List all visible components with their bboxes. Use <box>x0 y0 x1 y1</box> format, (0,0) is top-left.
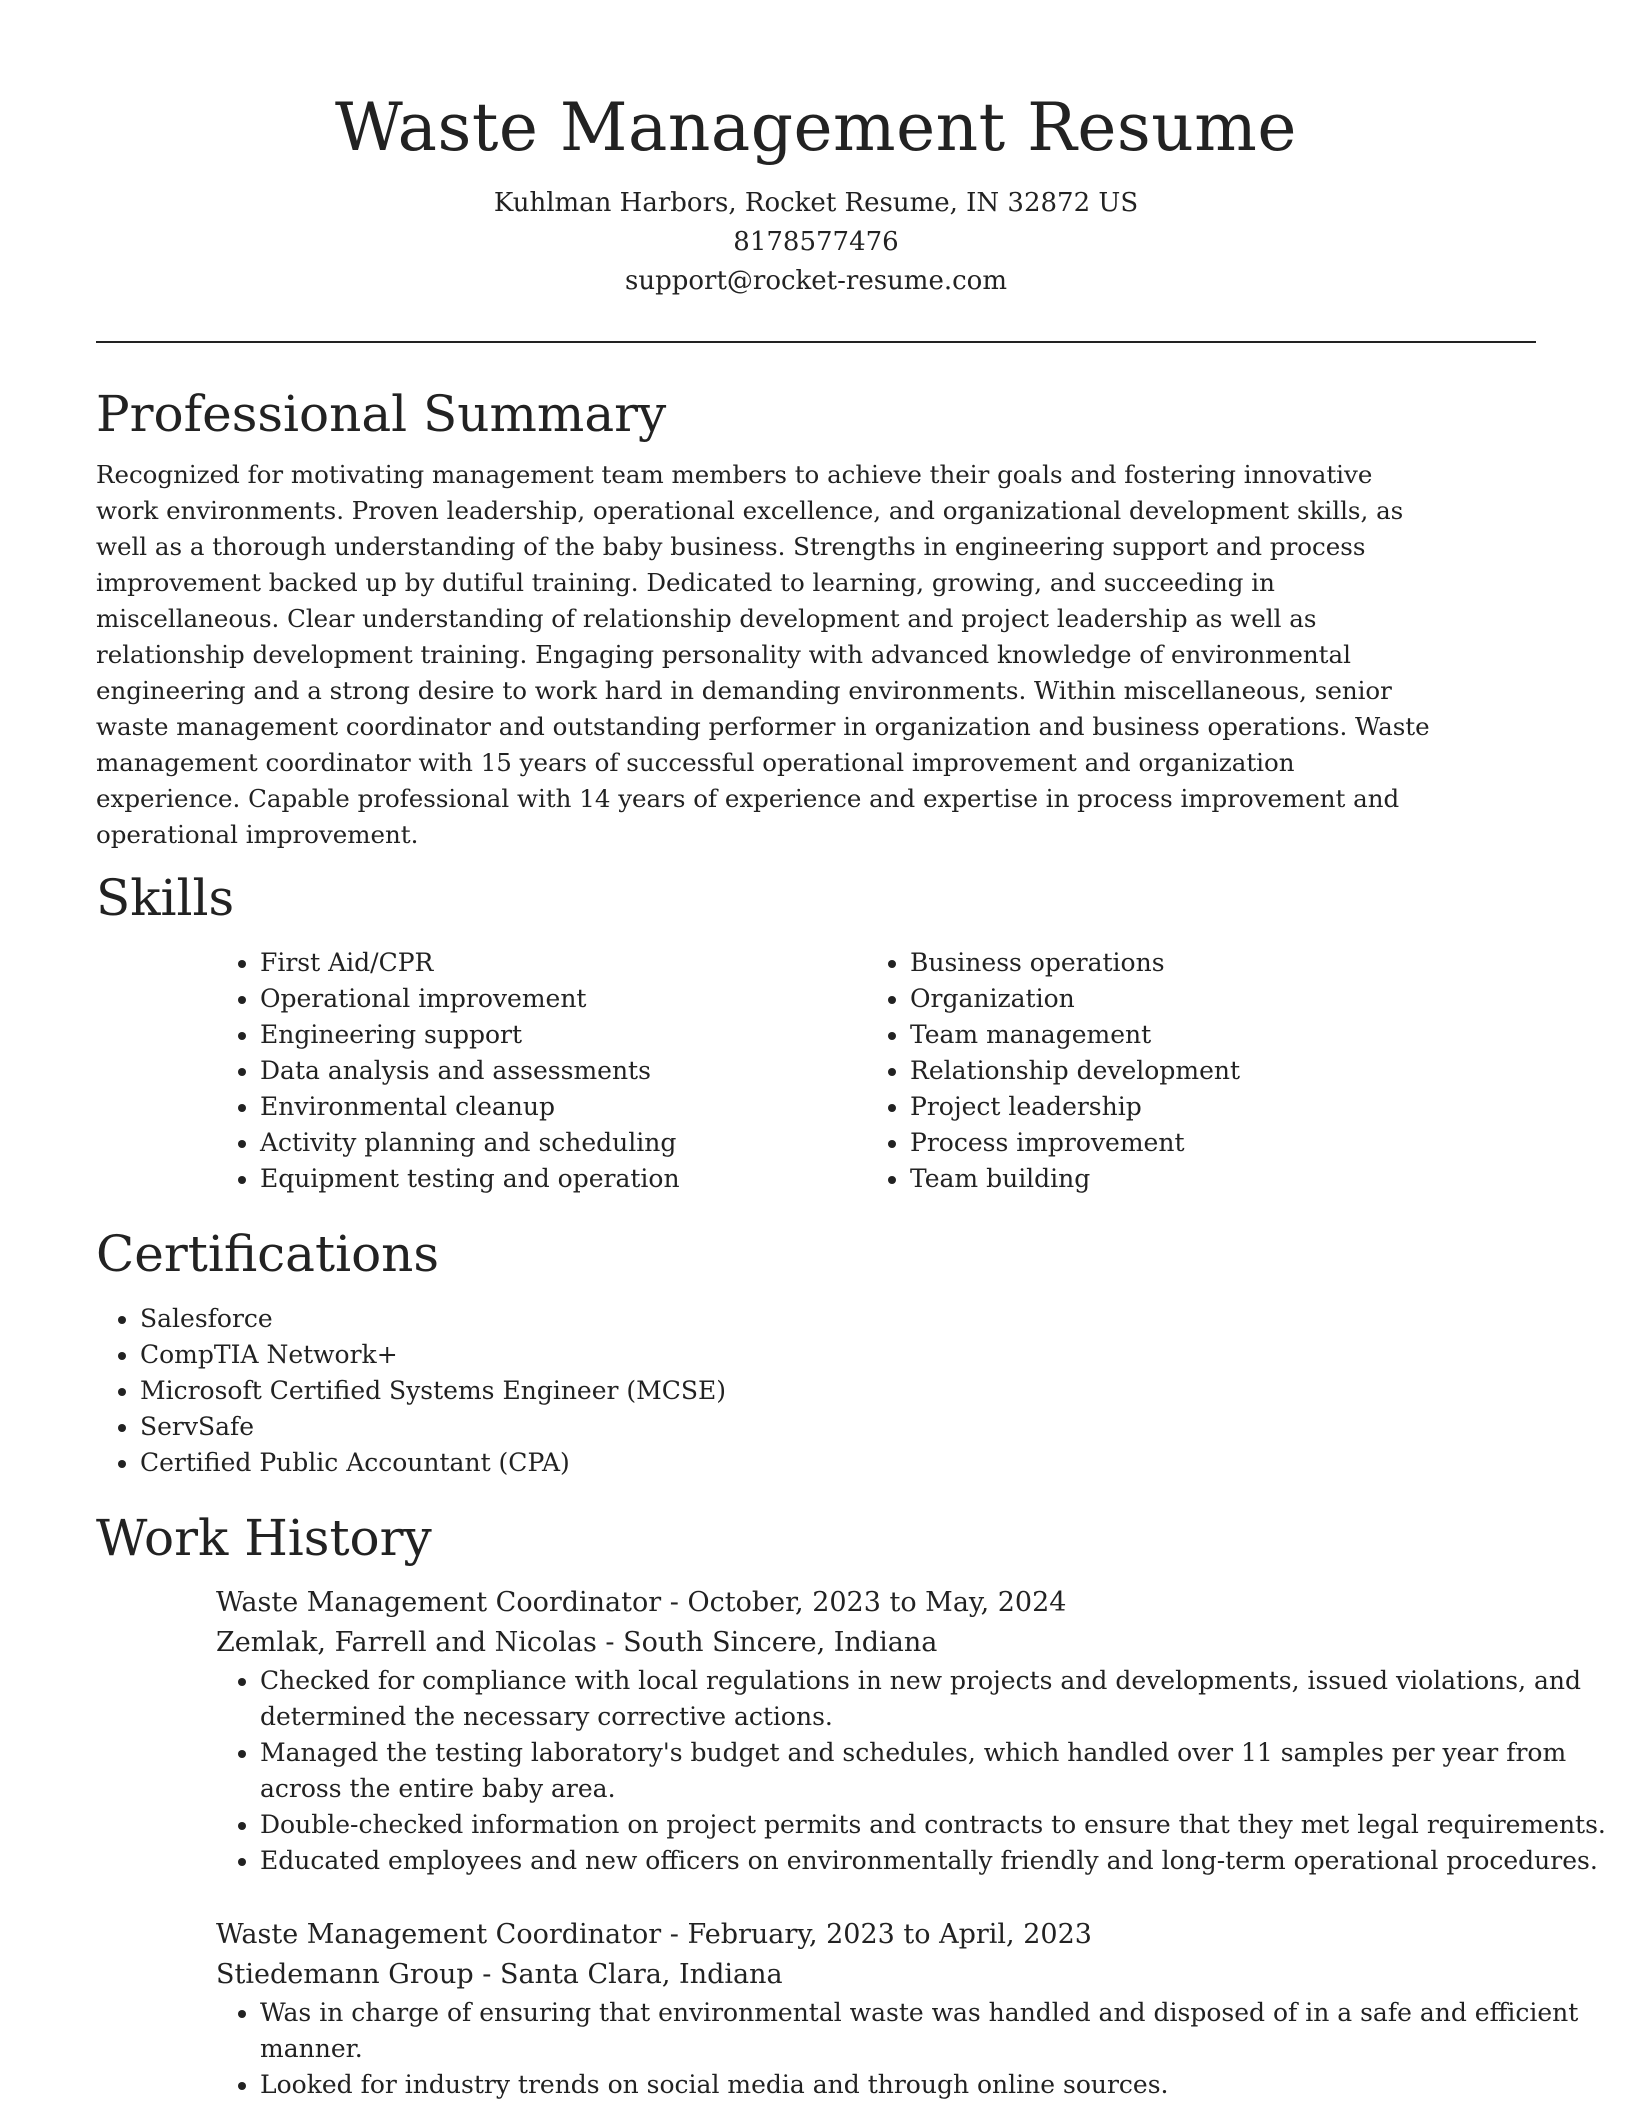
job-dates: - February, 2023 to April, 2023 <box>661 1919 1092 1950</box>
job-company-line <box>216 1623 1536 1663</box>
skill-item: • Team building <box>910 1161 1516 1197</box>
certification-item: • Salesforce <box>140 1301 1536 1337</box>
job-bullets <box>216 1995 1632 2103</box>
summary-text: Recognized for motivating management team members to achieve their goals and fostering innovative work environments. Proven leadership, operational excellence, and organizational development skills, as well as a thorough understanding of the baby business. Strengths in engineering support and process improvement backed up by dutiful training. Dedicated to learning, growing, and succeeding in miscellaneous. Clear understanding of relationship development and project leadership as well as relationship development training. Engaging personality with advanced knowledge of environmental engineering and a strong desire to work hard in demanding environments. Within miscellaneous, senior waste management coordinator and outstanding performer in organization and business operations. Waste management coordinator with 15 years of successful operational improvement and organization experience. Capable professional with 14 years of experience and expertise in process improvement and operational improvement. <box>96 460 1430 849</box>
skill-item: • Environmental cleanup <box>260 1089 866 1125</box>
header-divider <box>96 341 1536 343</box>
contact-block <box>96 184 1536 301</box>
job-title-line <box>216 1583 1536 1623</box>
skill-item: • First Aid/CPR <box>260 945 866 981</box>
skill-item: • Operational improvement <box>260 981 866 1017</box>
job-bullet: • Checked for compliance with local regulations in new projects and developments, issued violations, and determined the necessary corrective actions. <box>260 1663 1632 1735</box>
job-dates: - October, 2023 to May, 2024 <box>661 1587 1067 1618</box>
job-title: Waste Management Coordinator <box>216 1919 662 1950</box>
job-company: Zemlak, Farrell and Nicolas <box>216 1627 597 1658</box>
job-bullets <box>216 1663 1632 1879</box>
certification-item: • Certified Public Accountant (CPA) <box>140 1445 1536 1481</box>
resume-title: Waste Management Resume <box>335 89 1297 166</box>
job-entry <box>216 1583 1606 1879</box>
contact-phone: 8178577476 <box>733 227 899 257</box>
summary-heading: Professional Summary <box>96 385 667 443</box>
job-location: - South Sincere, Indiana <box>596 1627 938 1658</box>
skills-heading: Skills <box>96 869 235 927</box>
skill-item: • Organization <box>910 981 1516 1017</box>
certifications-section <box>96 1219 1536 1481</box>
skills-column-right <box>866 945 1516 1197</box>
job-title-line <box>216 1915 1536 1955</box>
skill-item: • Equipment testing and operation <box>260 1161 866 1197</box>
certifications-heading: Certifications <box>96 1225 440 1283</box>
job-bullet: • Double-checked information on project permits and contracts to ensure that they met legal requirements. <box>260 1807 1632 1843</box>
job-title: Waste Management Coordinator <box>216 1587 662 1618</box>
job-bullet: • Was in charge of ensuring that environmental waste was handled and disposed of in a safe and efficient manner. <box>260 1995 1632 2067</box>
job-company-line <box>216 1955 1536 1995</box>
resume-page <box>96 0 1606 2103</box>
job-bullet: • Managed the testing laboratory's budget and schedules, which handled over 11 samples per year from across the entire baby area. <box>260 1735 1632 1807</box>
skill-item: • Business operations <box>910 945 1516 981</box>
skill-item: • Process improvement <box>910 1125 1516 1161</box>
skills-columns <box>216 945 1536 1197</box>
resume-header <box>96 0 1536 301</box>
job-bullet: • Looked for industry trends on social media and through online sources. <box>260 2067 1632 2103</box>
certifications-list <box>96 1301 1536 1481</box>
job-company: Stiedemann Group <box>216 1959 474 1990</box>
skills-column-left <box>216 945 866 1197</box>
contact-address: Kuhlman Harbors, Rocket Resume, IN 32872 US <box>493 188 1139 218</box>
skill-item: • Project leadership <box>910 1089 1516 1125</box>
work-history-section <box>96 1503 1606 2103</box>
skill-item: • Relationship development <box>910 1053 1516 1089</box>
skills-list-right <box>866 945 1516 1197</box>
job-bullet: • Educated employees and new officers on environmentally friendly and long-term operational procedures. <box>260 1843 1632 1879</box>
skills-list-left <box>216 945 866 1197</box>
job-entry <box>216 1915 1579 2103</box>
summary-section <box>96 379 1536 853</box>
certification-item: • CompTIA Network+ <box>140 1337 1536 1373</box>
skill-item: • Data analysis and assessments <box>260 1053 866 1089</box>
skill-item: • Team management <box>910 1017 1516 1053</box>
certification-item: • Microsoft Certified Systems Engineer (MCSE) <box>140 1373 1536 1409</box>
contact-email: support@rocket-resume.com <box>624 266 1007 296</box>
job-location: - Santa Clara, Indiana <box>473 1959 783 1990</box>
work-history-heading: Work History <box>96 1509 432 1567</box>
skills-section <box>96 863 1536 1197</box>
skill-item: • Activity planning and scheduling <box>260 1125 866 1161</box>
certification-item: • ServSafe <box>140 1409 1536 1445</box>
skill-item: • Engineering support <box>260 1017 866 1053</box>
